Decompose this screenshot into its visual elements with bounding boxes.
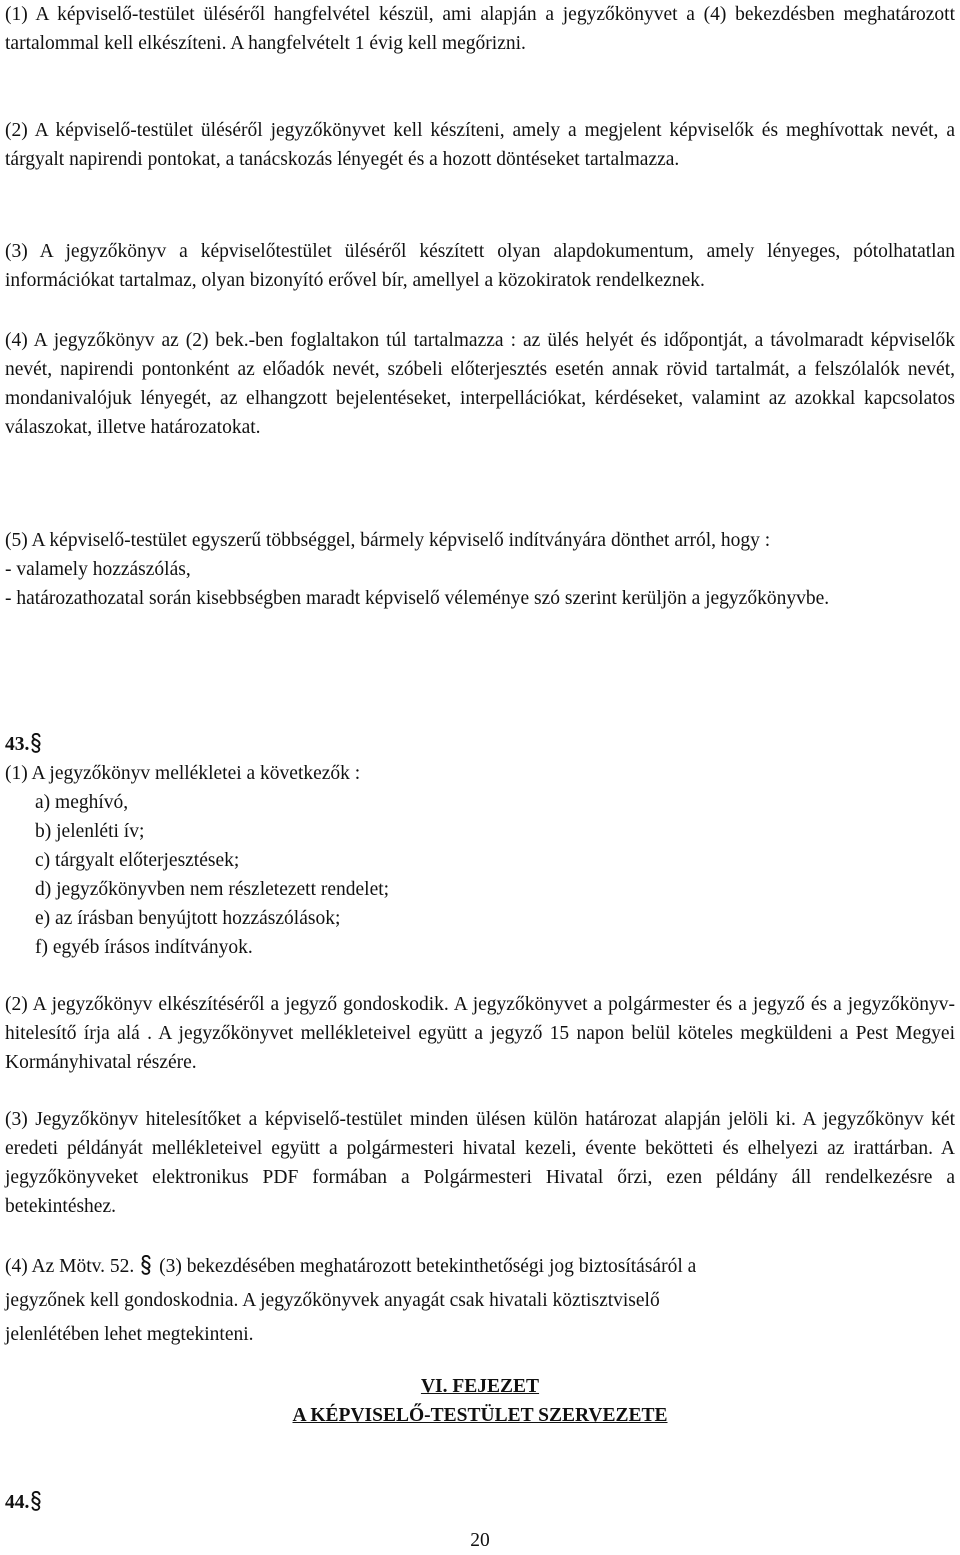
- paragraph-4-text: (4) A jegyzőkönyv az (2) bek.-ben foglaltakon túl tartalmazza : az ülés helyét és időpontját, a távolmaradt képviselők nevét, napirendi pontonként az előadók nevét, szóbeli előterjesztés esetén annak rövid tartalmát, a felszólalók nevét, mondanivalójuk lényegét, az elhangzott bejelentéseket, interpellációkat, kérdéseket, valamint az azokkal kapcsolatos válaszokat, illetve határozatokat.: [5, 330, 955, 438]
- list-item: b) jelenléti ív;: [35, 821, 145, 842]
- chapter-title: VI. FEJEZET: [420, 1376, 540, 1397]
- paragraph-1: [5, 0, 955, 58]
- paragraph-5-intro: (5) A képviselő-testület egyszerű többséggel, bármely képviselő indítványára dönthet arról, hogy :: [5, 530, 771, 551]
- paragraph-3-text: (3) A jegyzőkönyv a képviselőtestület üléséről készített olyan alapdokumentum, amely lényeges, pótolhatatlan információkat tartalmaz, olyan bizonyító erővel bír, amellyel a közokiratok rendelkeznek.: [5, 241, 955, 291]
- section-43-paragraph-4-line-2: jegyzőnek kell gondoskodnia. A jegyzőkönyvek anyagát csak hivatali köztisztviselő: [5, 1290, 660, 1311]
- section-43-paragraph-3: [5, 1105, 955, 1221]
- list-item: d) jegyzőkönyvben nem részletezett rendelet;: [35, 879, 390, 900]
- section-43-number: 43.: [5, 734, 30, 755]
- section-43-paragraph-2-text: (2) A jegyzőkönyv elkészítéséről a jegyző gondoskodik. A jegyzőkönyvet a polgármester és a jegyző és a jegyzőkönyv-hitelesítő írja alá . A jegyzőkönyvet mellékleteivel együtt a jegyző 15 napon belül köteles megküldeni a Pest Megyei Kormányhivatal részére.: [5, 994, 955, 1073]
- paragraph-2: [5, 116, 955, 174]
- list-item: f) egyéb írásos indítványok.: [35, 937, 253, 958]
- section-43-paragraph-4: [5, 1250, 955, 1352]
- section-43-intro: (1) A jegyzőkönyv mellékletei a következők :: [5, 763, 361, 784]
- section-sign-icon: [30, 1491, 42, 1511]
- paragraph-2-text: (2) A képviselő-testület üléséről jegyzőkönyvet kell készíteni, amely a megjelent képviselők és meghívottak nevét, a tárgyalt napirendi pontokat, a tanácskozás lényegét és a hozott döntéseket tartalmazza.: [5, 120, 955, 170]
- chapter-subtitle: A KÉPVISELŐ-TESTÜLET SZERVEZETE: [292, 1405, 668, 1426]
- paragraph-5-item-2: - határozathozatal során kisebbségben maradt képviselő véleménye szó szerint kerüljön a jegyzőkönyvbe.: [5, 588, 830, 609]
- paragraph-4: [5, 326, 955, 442]
- section-43-paragraph-3-text: (3) Jegyzőkönyv hitelesítőket a képviselő-testület minden ülésen külön határozat alapján jelöli ki. A jegyzőkönyv két eredeti példányát mellékleteivel együtt a polgármesteri hivatal kezeli, évente bekötteti és elhelyezi az irattárban. A jegyzőkönyveket elektronikus PDF formában a Polgármesteri Hivatal őrzi, ezen példány áll rendelkezésre a betekintéshez.: [5, 1109, 955, 1217]
- list-item: e) az írásban benyújtott hozzászólások;: [35, 908, 341, 929]
- section-43-paragraph-4-line-1: (3) bekezdésében meghatározott betekinthetőségi jog biztosításáról a: [154, 1256, 697, 1277]
- paragraph-5: [5, 526, 955, 613]
- paragraph-3: [5, 237, 955, 295]
- list-item: c) tárgyalt előterjesztések;: [35, 850, 240, 871]
- section-43-paragraph-2: [5, 990, 955, 1077]
- section-43-heading: [5, 730, 955, 759]
- section-43-list: [5, 759, 955, 962]
- paragraph-1-text: (1) A képviselő-testület üléséről hangfelvétel készül, ami alapján a jegyzőkönyvet a (4) bekezdésben meghatározott tartalommal kell elkészíteni. A hangfelvételt 1 évig kell megőrizni.: [5, 4, 955, 54]
- section-43-paragraph-4-line-3: jelenlétében lehet megtekinteni.: [5, 1324, 254, 1345]
- section-44-number: 44.: [5, 1492, 30, 1513]
- paragraph-5-item-1: - valamely hozzászólás,: [5, 559, 191, 580]
- section-sign-icon: [30, 733, 42, 753]
- list-item: a) meghívó,: [35, 792, 129, 813]
- section-sign-icon: [140, 1255, 152, 1275]
- page-number: 20: [470, 1530, 490, 1551]
- mötv-reference: (4) Az Mötv. 52.: [5, 1256, 135, 1277]
- section-44-heading: [5, 1488, 955, 1517]
